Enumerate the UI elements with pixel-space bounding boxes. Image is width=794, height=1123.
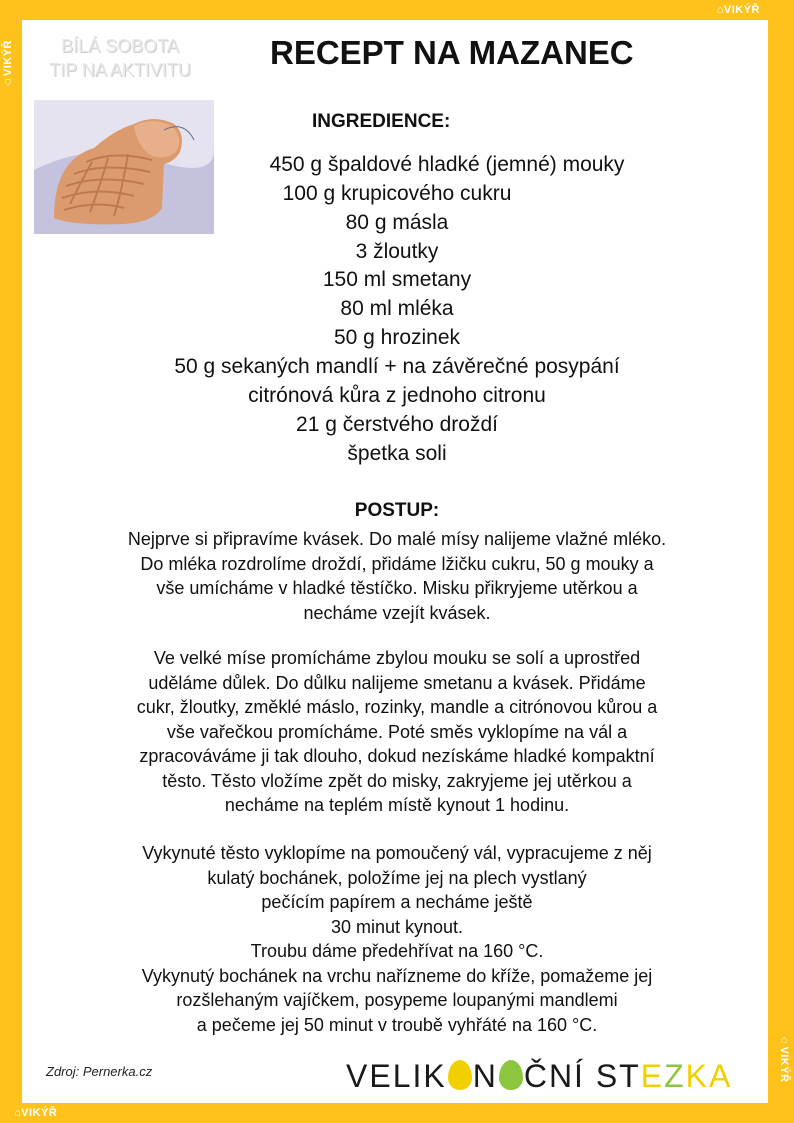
- procedure-line: těsto. Těsto vložíme zpět do misky, zakryjeme jej utěrkou a: [162, 770, 632, 791]
- source-credit: Zdroj: Pernerka.cz: [46, 1064, 153, 1079]
- logo-text-part: KA: [685, 1058, 733, 1094]
- ingredient-item: 50 g sekaných mandlí + na závěrečné posypání: [174, 355, 620, 378]
- egg-o-icon: [448, 1060, 472, 1090]
- brand-badge-top-right: ⌂VIKÝŘ: [716, 4, 760, 16]
- tag-line-2: TIP NA AKTIVITU: [49, 60, 191, 80]
- procedure-line: vše umícháme v hladké těstíčko. Misku přikryjeme utěrkou a: [156, 578, 638, 598]
- ingredient-item: 21 g čerstvého droždí: [296, 413, 498, 436]
- procedure-line: Vykynuté těsto vyklopíme na pomoučený vál, vypracujeme z něj: [142, 843, 652, 863]
- activity-tag: [40, 34, 200, 82]
- procedure-line: Vykynutý bochánek na vrchu nařízneme do kříže, pomažeme jej: [141, 965, 653, 986]
- procedure-paragraph-1: [36, 527, 758, 625]
- logo-text-part: N: [472, 1058, 498, 1094]
- brand-badge-bottom-left: ⌂VIKÝŘ: [14, 1107, 58, 1119]
- logo-text-part: VELIK: [346, 1058, 447, 1094]
- procedure-line: zpracováváme ji tak dlouho, dokud nezískáme hladké kompaktní: [139, 746, 655, 766]
- procedure-line: a pečeme jej 50 minut v troubě vyhřáté na 160 °C.: [196, 1014, 598, 1035]
- ingredient-item: citrónová kůra z jednoho citronu: [248, 384, 546, 407]
- ingredient-item: 450 g špaldové hladké (jemné) mouky: [269, 153, 625, 176]
- ingredient-item: 150 ml smetany: [322, 268, 472, 291]
- ingredient-item: špetka soli: [347, 442, 447, 465]
- egg-o-icon: [499, 1060, 523, 1090]
- procedure-paragraph-3: [36, 841, 758, 1037]
- procedure-heading: POSTUP:: [354, 500, 440, 521]
- procedure-line: cukr, žloutky, změklé máslo, rozinky, mandle a citrónovou kůrou a: [136, 697, 658, 717]
- brand-badge-right-bottom: ⌂VIKÝŘ: [778, 1034, 790, 1083]
- logo-text-part: Z: [664, 1058, 686, 1094]
- ingredient-item: 3 žloutky: [355, 240, 439, 263]
- tag-line-1: BÍLÁ SOBOTA: [61, 36, 179, 56]
- procedure-line: Nejprve si připravíme kvásek. Do malé mísy nalijeme vlažné mléko.: [127, 529, 667, 549]
- procedure-line: Ve velké míse promícháme zbylou mouku se solí a uprostřed: [153, 648, 641, 668]
- ingredient-item: 80 ml mléka: [340, 297, 454, 320]
- logo-text-part: E: [640, 1058, 665, 1094]
- ingredient-item: 50 g hrozinek: [333, 326, 461, 349]
- procedure-line: rozšlehaným vajíčkem, posypeme loupanými mandlemi: [176, 990, 618, 1010]
- ingredient-item: 100 g krupicového cukru: [282, 182, 512, 205]
- procedure-paragraph-2: [36, 646, 758, 818]
- procedure-line: kulatý bochánek, položíme jej na plech vystlaný: [207, 867, 587, 888]
- logo-text-part: ČNÍ ST: [523, 1058, 641, 1094]
- procedure-line: 30 minut kynout.: [330, 916, 464, 937]
- procedure-line: Troubu dáme předehřívat na 160 °C.: [250, 941, 544, 961]
- procedure-line: necháme na teplém místě kynout 1 hodinu.: [224, 795, 570, 815]
- procedure-line: pečícím papírem a necháme ještě: [261, 892, 533, 912]
- procedure-line: necháme vzejít kvásek.: [303, 602, 491, 623]
- ingredient-item: 80 g másla: [345, 211, 449, 234]
- page-title: RECEPT NA MAZANEC: [270, 34, 634, 71]
- procedure-line: uděláme důlek. Do důlku nalijeme smetanu a kvásek. Přidáme: [148, 672, 646, 693]
- procedure-line: Do mléka rozdrolíme droždí, přidáme lžičku cukru, 50 g mouky a: [140, 553, 654, 574]
- event-logo: [346, 1058, 732, 1095]
- procedure-line: vše vařečkou promícháme. Poté směs vyklopíme na vál a: [166, 721, 628, 742]
- brand-badge-top-left: ⌂VIKÝŘ: [2, 40, 14, 89]
- ingredients-heading: INGREDIENCE:: [312, 111, 451, 132]
